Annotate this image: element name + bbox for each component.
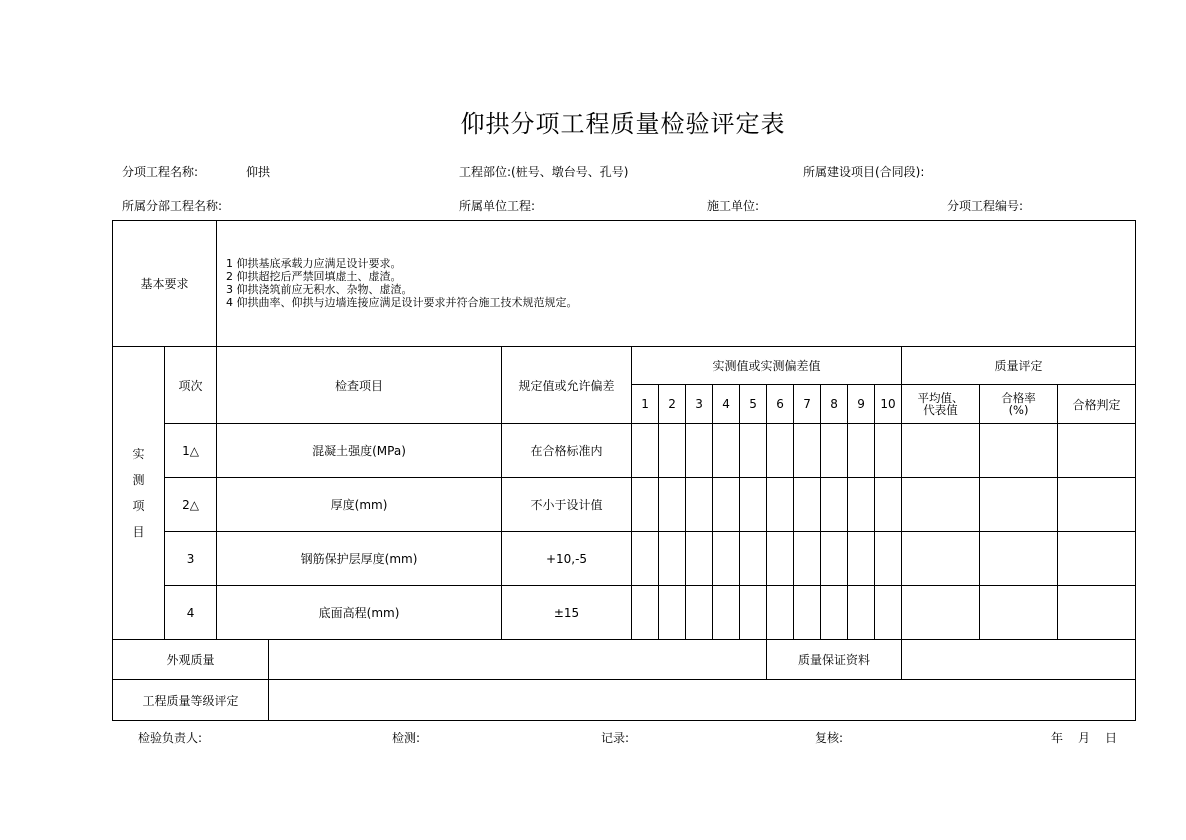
measure-cell[interactable] [875,478,902,532]
division-label: 所属分部工程名称: [122,199,223,213]
measure-cell[interactable] [794,532,821,586]
row-4-item: 底面高程(mm) [217,586,502,640]
measure-cell[interactable] [632,586,659,640]
measure-cell[interactable] [848,478,875,532]
item-no-label: 分项工程编号: [947,199,1024,213]
row-2-index: 2△ [165,478,217,532]
measure-cell[interactable] [875,532,902,586]
quality-rate-cell[interactable] [980,424,1058,478]
row-1-spec: 在合格标准内 [502,424,632,478]
measured-row-1 [113,424,1136,478]
measure-col-4: 4 [713,385,740,424]
basic-requirements-content [217,221,1136,347]
quality-judge-cell[interactable] [1058,532,1136,586]
measure-cell[interactable] [632,532,659,586]
quality-avg-line1: 平均值、 [917,391,964,405]
measure-cell[interactable] [767,586,794,640]
quality-rate-cell[interactable] [980,478,1058,532]
col-item-header: 检查项目 [217,347,502,424]
row-1-item: 混凝土强度(MPa) [217,424,502,478]
side-char-2: 测 [132,473,145,487]
item-name-label: 分项工程名称: [122,165,199,179]
quality-rate-line1: 合格率 [1001,391,1036,405]
quality-judge-cell[interactable] [1058,478,1136,532]
measure-cell[interactable] [848,424,875,478]
measure-cell[interactable] [767,424,794,478]
measure-cell[interactable] [767,532,794,586]
row-4-index: 4 [165,586,217,640]
measure-cell[interactable] [740,478,767,532]
date-day: 日 [1105,731,1118,745]
unit-label: 所属单位工程: [459,199,536,213]
quality-rate-cell[interactable] [980,586,1058,640]
row-3-index: 3 [165,532,217,586]
measure-col-2: 2 [659,385,686,424]
measure-cell[interactable] [740,424,767,478]
measure-cell[interactable] [875,586,902,640]
appearance-label: 外观质量 [113,640,269,680]
basic-requirements-row [113,221,1136,347]
appearance-row [113,640,1136,680]
measure-col-5: 5 [740,385,767,424]
basic-requirements-label: 基本要求 [113,221,217,347]
measured-header-row-1 [113,347,1136,385]
measure-cell[interactable] [632,478,659,532]
measure-cell[interactable] [713,586,740,640]
quality-rate-line2: (%) [1008,403,1029,417]
recorder-label: 记录: [601,731,630,745]
page-title: 仰拱分项工程质量检验评定表 [460,110,786,138]
requirement-line-2: 2 仰拱超挖后严禁回填虚土、虚渣。 [226,270,402,283]
col-spec-header: 规定值或允许偏差 [502,347,632,424]
reviewer-label: 复核: [815,731,844,745]
measure-cell[interactable] [713,532,740,586]
measure-cell[interactable] [767,478,794,532]
requirement-line-4: 4 仰拱曲率、仰拱与边墙连接应满足设计要求并符合施工技术规范规定。 [226,296,578,309]
side-char-3: 项 [132,499,145,513]
measure-cell[interactable] [848,532,875,586]
quality-avg-cell[interactable] [902,586,980,640]
date-year: 年 [1051,731,1064,745]
quality-rate-header [980,385,1058,424]
measure-cell[interactable] [713,478,740,532]
quality-rate-cell[interactable] [980,532,1058,586]
measured-row-2 [113,478,1136,532]
measured-row-4 [113,586,1136,640]
measure-col-6: 6 [767,385,794,424]
measure-cell[interactable] [686,532,713,586]
measure-col-8: 8 [821,385,848,424]
col-measured-header: 实测值或实测偏差值 [632,347,902,385]
measure-cell[interactable] [659,424,686,478]
side-char-4: 目 [132,525,145,539]
measure-cell[interactable] [659,586,686,640]
measure-cell[interactable] [848,586,875,640]
appearance-value[interactable] [269,640,767,680]
measure-col-9: 9 [848,385,875,424]
measure-cell[interactable] [740,586,767,640]
measure-col-7: 7 [794,385,821,424]
item-name-value: 仰拱 [246,165,271,179]
tester-label: 检测: [392,731,421,745]
measure-cell[interactable] [821,532,848,586]
row-3-spec: +10,-5 [502,532,632,586]
location-label: 工程部位:(桩号、墩台号、孔号) [459,165,629,179]
row-2-spec: 不小于设计值 [502,478,632,532]
measure-cell[interactable] [740,532,767,586]
assurance-label: 质量保证资料 [767,640,902,680]
measure-cell[interactable] [659,532,686,586]
row-4-spec: ±15 [502,586,632,640]
measure-col-10: 10 [875,385,902,424]
measure-cell[interactable] [875,424,902,478]
measure-col-1: 1 [632,385,659,424]
quality-avg-line2: 代表值 [923,403,958,417]
measure-cell[interactable] [821,586,848,640]
measure-cell[interactable] [713,424,740,478]
inspection-table [112,220,1136,721]
measure-cell[interactable] [794,586,821,640]
quality-avg-header [902,385,980,424]
grade-label: 工程质量等级评定 [113,680,269,721]
inspector-label: 检验负责人: [138,731,203,745]
measure-cell[interactable] [686,586,713,640]
measure-cell[interactable] [686,478,713,532]
measure-cell[interactable] [659,478,686,532]
grade-value[interactable] [269,680,1136,721]
measured-row-3 [113,532,1136,586]
measure-col-3: 3 [686,385,713,424]
side-char-1: 实 [132,447,145,461]
row-1-index: 1△ [165,424,217,478]
requirement-line-1: 1 仰拱基底承载力应满足设计要求。 [226,257,402,270]
quality-avg-cell[interactable] [902,424,980,478]
measure-cell[interactable] [794,478,821,532]
quality-avg-cell[interactable] [902,532,980,586]
quality-judge-header: 合格判定 [1058,385,1136,424]
measured-items-side-label [113,347,165,640]
requirement-line-3: 3 仰拱浇筑前应无积水、杂物、虚渣。 [226,283,413,296]
project-label: 所属建设项目(合同段): [803,165,925,179]
measure-cell[interactable] [821,478,848,532]
quality-judge-cell[interactable] [1058,424,1136,478]
col-quality-header: 质量评定 [902,347,1136,385]
grade-row [113,680,1136,721]
contractor-label: 施工单位: [707,199,760,213]
col-index-header: 项次 [165,347,217,424]
row-3-item: 钢筋保护层厚度(mm) [217,532,502,586]
measure-cell[interactable] [686,424,713,478]
quality-avg-cell[interactable] [902,478,980,532]
measure-cell[interactable] [632,424,659,478]
row-2-item: 厚度(mm) [217,478,502,532]
date-month: 月 [1078,731,1091,745]
assurance-value[interactable] [902,640,1136,680]
quality-judge-cell[interactable] [1058,586,1136,640]
measure-cell[interactable] [794,424,821,478]
measure-cell[interactable] [821,424,848,478]
